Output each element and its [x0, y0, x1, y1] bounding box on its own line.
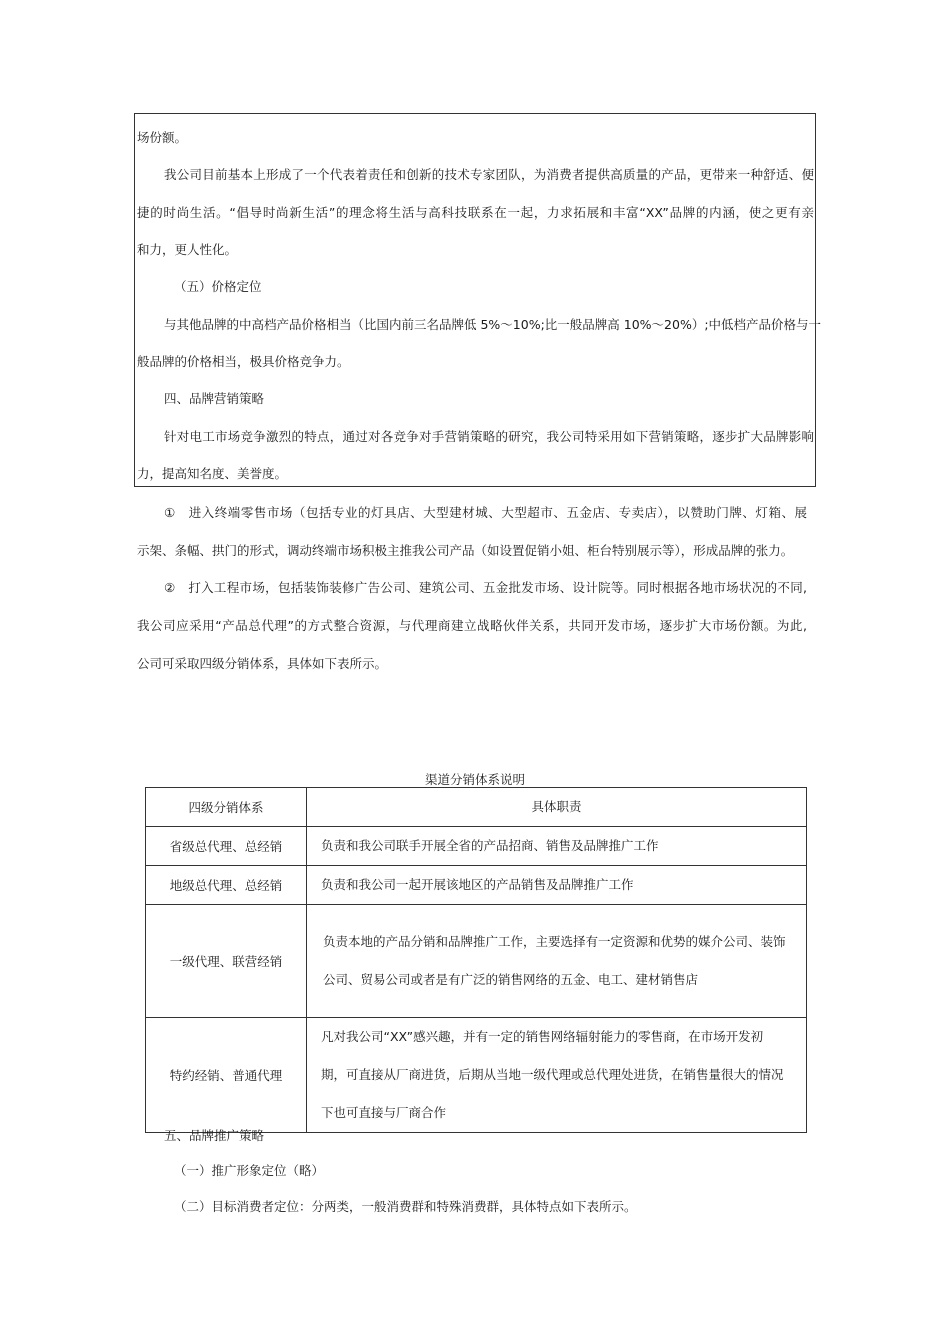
paragraph-line: 和力，更人性化。	[137, 242, 238, 257]
section-heading: 四、品牌营销策略	[164, 391, 265, 406]
paragraph-line: 针对电工市场竞争激烈的特点，通过对各竞争对手营销策略的研究，我公司特采用如下营销策略，逐步扩大品牌影响	[164, 429, 814, 444]
duty-cell	[307, 1018, 807, 1133]
sub-heading: （一）推广形象定位（略）	[174, 1163, 325, 1178]
paragraph-line: 场份额。	[137, 130, 188, 145]
paragraph-line: 公司可采取四级分销体系，具体如下表所示。	[137, 656, 388, 671]
duty-line: 公司、贸易公司或者是有广泛的销售网络的五金、电工、建材销售店	[323, 972, 699, 987]
section-heading: 五、品牌推广策略	[164, 1128, 265, 1143]
level-cell: 特约经销、普通代理	[146, 1018, 307, 1133]
paragraph-line: 我公司应采用“产品总代理”的方式整合资源，与代理商建立战略伙伴关系，共同开发市场，逐步扩大市场份额。为此,	[137, 618, 807, 633]
level-cell: 省级总代理、总经销	[146, 827, 307, 866]
duty-cell: 负责和我公司联手开展全省的产品招商、销售及品牌推广工作	[307, 827, 807, 866]
duty-line: 凡对我公司“XX”感兴趣，并有一定的销售网络辐射能力的零售商，在市场开发初	[321, 1029, 764, 1044]
paragraph-line: ② 打入工程市场，包括装饰装修广告公司、建筑公司、五金批发市场、设计院等。同时根据各地市场状况的不同,	[164, 580, 807, 595]
level-cell: 地级总代理、总经销	[146, 866, 307, 905]
duty-cell: 负责和我公司一起开展该地区的产品销售及品牌推广工作	[307, 866, 807, 905]
column-header: 具体职责	[307, 788, 807, 827]
table-caption: 渠道分销体系说明	[424, 772, 525, 787]
table-row	[146, 866, 807, 905]
column-header: 四级分销体系	[146, 788, 307, 827]
table-row	[146, 827, 807, 866]
duty-line: 期，可直接从厂商进货，后期从当地一级代理或总代理处进货，在销售量很大的情况	[321, 1067, 784, 1082]
table-row	[146, 905, 807, 1018]
paragraph-line: 捷的时尚生活。“倡导时尚新生活”的理念将生活与高科技联系在一起，力求拓展和丰富“XX”品牌的内涵，使之更有亲	[137, 205, 814, 220]
table-row	[146, 1018, 807, 1133]
sub-heading: （二）目标消费者定位：分两类，一般消费群和特殊消费群，具体特点如下表所示。	[174, 1199, 637, 1214]
paragraph-line: 示架、条幅、拱门的形式，调动终端市场积极主推我公司产品（如设置促销小姐、柜台特别展示等），形成品牌的张力。	[137, 543, 794, 558]
channel-distribution-table	[145, 787, 807, 1133]
paragraph-line: 般品牌的价格相当，极具价格竞争力。	[137, 354, 350, 369]
paragraph-line: ① 进入终端零售市场（包括专业的灯具店、大型建材城、大型超市、五金店、专卖店），以赞助门牌、灯箱、展	[164, 505, 807, 520]
level-cell: 一级代理、联营经销	[146, 905, 307, 1018]
duty-line: 下也可直接与厂商合作	[321, 1105, 447, 1120]
duty-line: 负责本地的产品分销和品牌推广工作，主要选择有一定资源和优势的媒介公司、装饰	[323, 934, 786, 949]
duty-cell	[307, 905, 807, 1018]
paragraph-line: 我公司目前基本上形成了一个代表着责任和创新的技术专家团队，为消费者提供高质量的产品，更带来一种舒适、便	[164, 167, 814, 182]
section-heading: （五）价格定位	[174, 279, 262, 294]
paragraph-line: 力，提高知名度、美誉度。	[137, 466, 288, 481]
paragraph-line: 与其他品牌的中高档产品价格相当（比国内前三名品牌低 5%～10%;比一般品牌高 10%～20%）;中低档产品价格与一	[164, 317, 822, 332]
table-header-row	[146, 788, 807, 827]
